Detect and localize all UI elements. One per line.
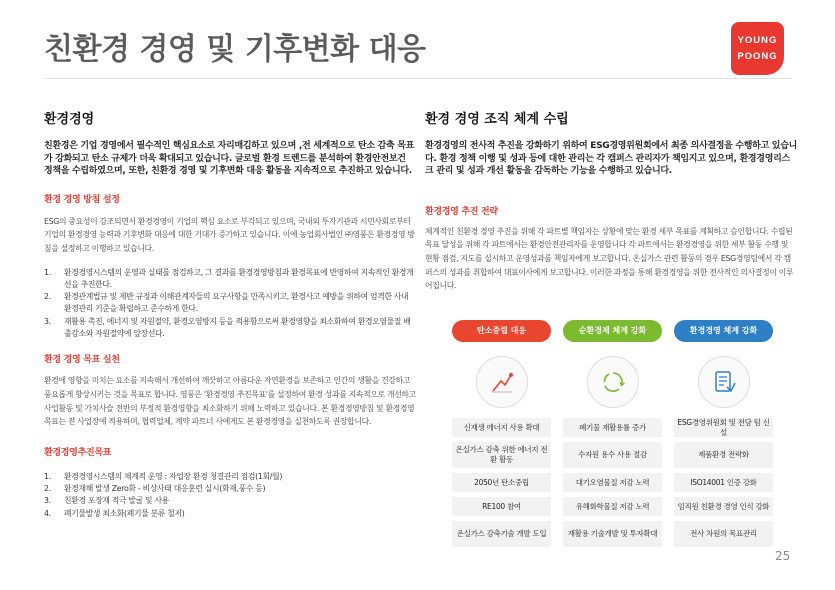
header-divider (44, 78, 792, 79)
section-heading-environment-management: 환경경영 (44, 112, 95, 127)
list-item: 임직원 친환경 경영 인식 강화 (674, 497, 773, 516)
list-item: 수자원 용수 사용 절감 (563, 442, 662, 468)
list-item: RE100 참여 (452, 497, 551, 516)
goal-subtitle: 환경 경영 목표 실천 (44, 355, 120, 366)
list-item: 1. 환경경영시스템의 체계적 운영 : 자업장 환경 청결관리 점검(1회/월) (44, 471, 283, 481)
goal-body: 환경에 영향을 미치는 요소를 지속해서 개선하여 깨끗하고 아름다운 자연환경을 보존하고 인간의 생활을 건강하고 풍요롭게 향상시키는 것을 목표로 합니다. 영풍은 '환경경영 추진목표'를 설정하여 환경 성과를 지속적으로 개선하고 사업활동 및 가치사슬 전반의 부정적 환경영향을 최소화하기 위해 노력하고 있습니다. 본 환경경영방침 및 환경경영목표는 전 사업장에 적용하며, 협력업체, 계약 파트너 사에게도 본 환경경영을 실천하도록 권장합니다. (44, 376, 416, 427)
targets-subtitle: 환경경영추진목표 (44, 447, 112, 458)
list-item: 온실가스 감축기술 개발 도입 (452, 521, 551, 547)
pillar-header-circular-economy: 순환경제 체계 강화 (563, 320, 662, 342)
list-item: 제품환경 전략화 (674, 442, 773, 468)
pillar-header-carbon-neutral: 탄소중립 대응 (452, 320, 551, 342)
list-item: 2050년 탄소중립 (452, 473, 551, 492)
list-item: 3. 재활용 촉진, 에너지 및 자원절약, 환경오염방지 등을 적용함으로써 환경영향을 최소화하여 환경오염물질 배출감소와 자원절약에 앞장선다. (44, 316, 411, 339)
policy-document-icon (698, 356, 750, 408)
list-item: 전사 차원의 목표관리 (674, 521, 773, 547)
list-item: 4. 폐기물발생 최소화(폐기물 분류 철저) (44, 508, 185, 518)
recycle-icon (587, 356, 639, 408)
logo (731, 22, 784, 75)
list-item: 유해화학물질 저감 노력 (563, 497, 662, 516)
list-item: ESG경영위원회 및 전담 팀 신설 (674, 418, 773, 437)
list-item: 1. 환경경영시스템의 운영과 실태를 점검하고, 그 결과를 환경경영방침과 환경목표에 반영하여 지속적인 환경개선을 추진한다. (44, 267, 414, 289)
left-column (44, 108, 416, 520)
strategy-body: 체계적인 친환경 경영 추진을 위해 각 파트별 책임자는 상황에 맞는 환경 세부 목표를 계획하고 승인합니다. 수립된 목표 달성을 위해 각 파트에서는 환경안전관리자를 운영합니다 각 파트에서는 환경경영을 위한 세부 활동 수행 및 현황 점검, 지도를 실시하고 운영성과를 책임자에게 보고합니다. 온실가스 관련 활동의 경우 ESG경영팀에서 각 캠퍼스의 성과를 취합하여 대표이사에게 보고합니다. 이러한 과정을 통해 환경경영을 위한 전사적인 의사결정이 이루어집니다. (425, 226, 794, 291)
policy-subtitle: 환경 경영 방침 설정 (44, 194, 120, 205)
right-column (425, 108, 797, 293)
page-number: 25 (775, 549, 791, 563)
page-title: 친환경 경영 및 기후변화 대응 (44, 32, 426, 67)
list-item: 재활용 기술개발 및 투자확대 (563, 521, 662, 547)
list-item: ISO14001 인증 강화 (674, 473, 773, 492)
list-item: 2. 환경관계법규 및 제반 규정과 이해관계자들의 요구사항을 만족시키고, 환경사고 예방을 위하여 엄격한 사내 환경관리 기준을 확립하고 준수하게 한다. (44, 292, 409, 314)
list-item: 3. 친환경 포장재 적극 발굴 및 사용 (44, 496, 169, 506)
list-item: 신재생 에너지 사용 확대 (452, 418, 551, 437)
list-item: 대기오염물질 저감 노력 (563, 473, 662, 492)
org-intro: 환경경영의 전사적 추진을 강화하기 위하여 ESG경영위원회에서 최종 의사결정을 수행하고 있습니다. 환경 정책 이행 및 성과 등에 대한 관리는 각 캠퍼스 관리자가 책임지고 있으며, 환경경영리스크 관리 및 성과 개선 활동을 감독하는 기능을 수행하고 있습니다. (425, 141, 797, 177)
policy-list (44, 267, 416, 341)
logo-text-line2: POONG (737, 51, 778, 62)
environment-intro: 친환경은 기업 경영에서 필수적인 핵심요소로 자리매김하고 있으며 ,전 세계적으로 탄소 감축 목표가 강화되고 탄소 규제가 더욱 확대되고 있습니다. 글로벌 환경 트렌드를 분석하여 환경안전보건 정책을 수립하였으며, 또한, 친환경 경영 및 기후변화 대응 활동을 지속적으로 추진하고 있습니다. (44, 141, 415, 177)
carbon-neutral-icon (476, 356, 528, 408)
strategy-subtitle: 환경경영 추진 전략 (425, 206, 498, 217)
policy-body: ESG의 중요성이 강조되면서 환경경영이 기업의 핵심 요소로 부각되고 있으며, 국내외 투자기관과 시민사회로부터 기업의 환경경영 능력과 기후변화 대응에 대한 기대가 증가하고 있습니다. 이에 농업회사법인 ㈜영풍은 환경경영 방침을 설정하고 이행하고 있습니다. (44, 216, 415, 253)
logo-text-line1: YOUNG (737, 35, 778, 46)
list-item: 2. 환경재해 발생 Zero화 - 비상사태 대응훈련 실시(화재,풍수 등) (44, 484, 266, 494)
pillar-header-env-system: 환경경영 체계 강화 (674, 320, 773, 342)
list-item: 온실가스 감축 위한 에너지 전환 활동 (452, 442, 551, 468)
section-heading-org-structure: 환경 경영 조직 체계 수립 (425, 112, 569, 127)
list-item: 폐기물 재활용률 증가 (563, 418, 662, 437)
targets-list (44, 471, 416, 520)
